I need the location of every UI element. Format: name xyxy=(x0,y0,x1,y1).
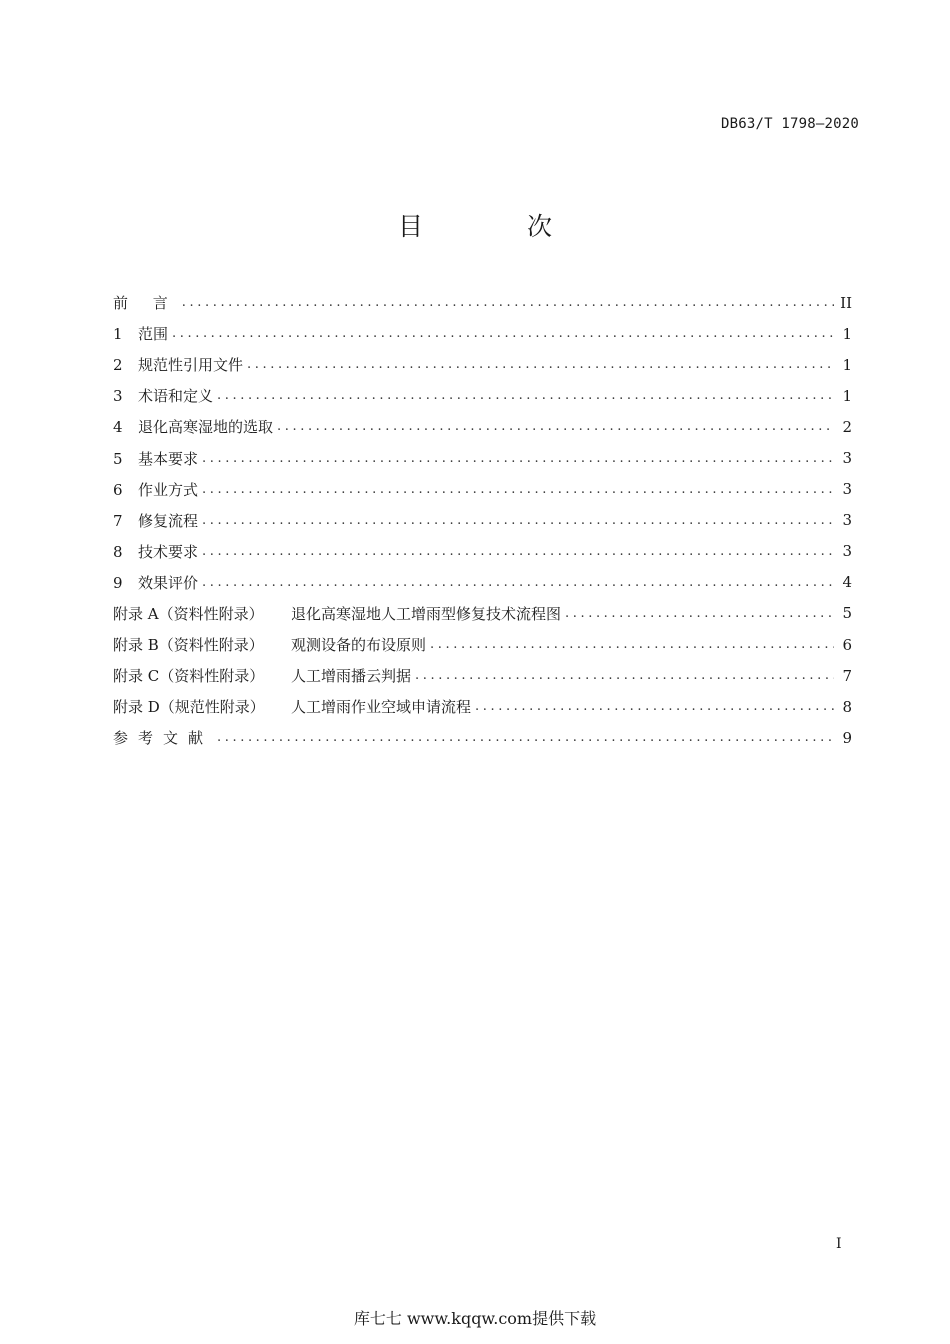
toc-row-9[interactable] xyxy=(113,567,852,598)
toc-leader-dots xyxy=(217,388,834,403)
toc-page-number: 8 xyxy=(842,697,852,716)
toc-row-preface[interactable] xyxy=(113,287,852,318)
toc-row-5[interactable] xyxy=(113,442,852,473)
toc-section-title: 退化高寒湿地人工增雨型修复技术流程图 xyxy=(291,604,562,623)
toc-label xyxy=(113,510,202,531)
toc-appendix-tag: 附录 C（资料性附录） xyxy=(113,667,265,686)
toc-page-number: II xyxy=(840,293,852,312)
toc-section-title: 修复流程 xyxy=(138,511,199,530)
toc-leader-dots xyxy=(202,451,834,466)
toc-label xyxy=(113,603,565,624)
toc-section-title: 效果评价 xyxy=(138,573,199,592)
toc-page-number: 3 xyxy=(842,511,852,530)
toc-label xyxy=(113,385,217,406)
toc-section-title: 范围 xyxy=(138,325,169,344)
page-number: I xyxy=(836,1236,842,1252)
toc-section-title: 术语和定义 xyxy=(138,387,214,406)
toc-label xyxy=(113,354,247,375)
toc-leader-dots xyxy=(475,699,834,714)
toc-leader-dots xyxy=(182,295,834,310)
document-number: DB63/T 1798—2020 xyxy=(720,116,859,132)
toc-label xyxy=(113,323,172,344)
toc-section-title: 退化高寒湿地的选取 xyxy=(138,418,274,437)
toc-row-7[interactable] xyxy=(113,505,852,536)
toc-page-number: 1 xyxy=(842,386,852,405)
toc-appendix-tag: 附录 A（资料性附录） xyxy=(113,604,264,623)
toc-section-title: 作业方式 xyxy=(138,480,199,499)
toc-section-number: 7 xyxy=(113,511,123,530)
toc-section-title: 基本要求 xyxy=(138,449,199,468)
toc-row-3[interactable] xyxy=(113,380,852,411)
toc-leader-dots xyxy=(565,606,834,621)
toc-label: 参考文献 xyxy=(113,729,214,748)
toc-section-number: 4 xyxy=(113,418,123,437)
toc-page-number: 4 xyxy=(842,573,852,592)
toc-row-6[interactable] xyxy=(113,474,852,505)
toc-section-title: 观测设备的布设原则 xyxy=(291,636,427,655)
download-footer: 库七七 www.kqqw.com提供下载 xyxy=(353,1309,597,1328)
toc-page-number: 3 xyxy=(842,480,852,499)
toc-section-title: 人工增雨作业空域申请流程 xyxy=(291,698,472,717)
toc-page-number: 7 xyxy=(842,666,852,685)
toc-leader-dots xyxy=(202,575,834,590)
toc-row-1[interactable] xyxy=(113,318,852,349)
toc-label: 前 言 xyxy=(113,294,178,313)
toc-label xyxy=(113,448,202,469)
toc-label xyxy=(113,634,430,655)
toc-section-title: 人工增雨播云判据 xyxy=(291,667,412,686)
toc-page-number: 1 xyxy=(842,324,852,343)
toc-leader-dots xyxy=(202,513,834,528)
toc-section-number: 2 xyxy=(113,356,123,375)
toc-leader-dots xyxy=(247,357,834,372)
toc-section-number: 8 xyxy=(113,542,123,561)
toc-page-number: 1 xyxy=(842,355,852,374)
toc-row-appendix-c[interactable] xyxy=(113,660,852,691)
toc-leader-dots xyxy=(430,637,834,652)
toc-appendix-tag: 附录 B（资料性附录） xyxy=(113,636,264,655)
toc-section-number: 5 xyxy=(113,449,123,468)
toc-label xyxy=(113,572,202,593)
toc-leader-dots xyxy=(217,730,834,745)
toc-row-appendix-b[interactable] xyxy=(113,629,852,660)
toc-row-appendix-a[interactable] xyxy=(113,598,852,629)
toc-section-number: 3 xyxy=(113,387,123,406)
toc-leader-dots xyxy=(172,326,834,341)
toc-row-4[interactable] xyxy=(113,411,852,442)
toc-label xyxy=(113,541,202,562)
toc-leader-dots xyxy=(202,482,834,497)
toc-leader-dots xyxy=(202,544,834,559)
toc-section-number: 9 xyxy=(113,573,123,592)
toc-appendix-tag: 附录 D（规范性附录） xyxy=(113,698,265,717)
toc-leader-dots xyxy=(415,668,834,683)
toc-page-number: 9 xyxy=(842,728,852,747)
toc-row-appendix-d[interactable] xyxy=(113,691,852,722)
toc-page-number: 3 xyxy=(842,449,852,468)
toc-label xyxy=(113,479,202,500)
toc-row-2[interactable] xyxy=(113,349,852,380)
page-title: 目 次 xyxy=(398,212,600,241)
toc-leader-dots xyxy=(277,419,834,434)
toc-section-title: 规范性引用文件 xyxy=(138,356,244,375)
toc-page-number: 5 xyxy=(842,604,852,623)
toc-page-number: 2 xyxy=(842,417,852,436)
toc-label xyxy=(113,696,475,717)
toc-section-title: 技术要求 xyxy=(138,542,199,561)
toc-section-number: 6 xyxy=(113,480,123,499)
toc-page-number: 3 xyxy=(842,542,852,561)
toc-label xyxy=(113,416,277,437)
toc-row-references[interactable] xyxy=(113,722,852,753)
toc-page-number: 6 xyxy=(842,635,852,654)
toc-section-number: 1 xyxy=(113,325,123,344)
toc-label xyxy=(113,665,415,686)
table-of-contents xyxy=(113,287,852,753)
toc-row-8[interactable] xyxy=(113,536,852,567)
